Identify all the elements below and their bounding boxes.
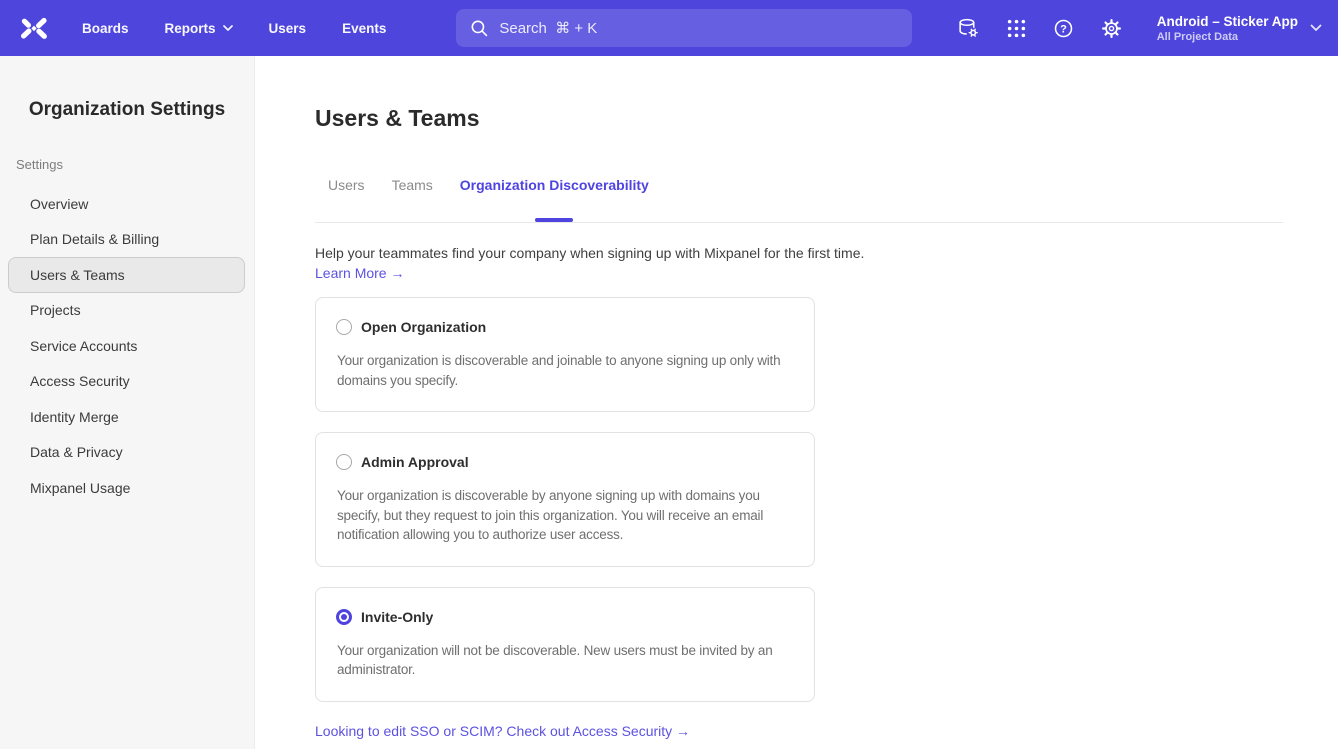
search-icon bbox=[470, 19, 489, 38]
option-label: Open Organization bbox=[361, 319, 487, 335]
nav-item-reports[interactable] bbox=[165, 21, 233, 36]
sidebar-item-plan-details-billing[interactable]: Plan Details & Billing bbox=[30, 231, 160, 248]
option-label: Admin Approval bbox=[361, 454, 469, 470]
option-description: Your organization is discoverable and joinable to anyone signing up only with domains you specify. bbox=[337, 353, 781, 388]
data-management-icon[interactable] bbox=[957, 17, 980, 40]
tab-teams[interactable]: Teams bbox=[391, 177, 433, 193]
sidebar-item-data-privacy[interactable]: Data & Privacy bbox=[30, 444, 123, 461]
option-card-open-organization[interactable] bbox=[315, 297, 815, 412]
sidebar-item-mixpanel-usage[interactable]: Mixpanel Usage bbox=[30, 479, 131, 496]
sidebar-item-projects[interactable]: Projects bbox=[30, 302, 81, 319]
project-scope: All Project Data bbox=[1156, 30, 1239, 43]
nav-item-events[interactable]: Events bbox=[342, 20, 387, 36]
access-security-link[interactable]: Looking to edit SSO or SCIM? Check out Access Security → bbox=[315, 722, 691, 739]
tab-users[interactable]: Users bbox=[328, 177, 365, 193]
option-card-invite-only[interactable] bbox=[315, 587, 815, 702]
radio-invite-only[interactable] bbox=[336, 609, 352, 625]
help-icon[interactable] bbox=[1053, 18, 1074, 39]
learn-more-link[interactable]: Learn More → bbox=[315, 265, 405, 281]
sidebar-nav bbox=[0, 186, 254, 506]
tab-organization-discoverability[interactable]: Organization Discoverability bbox=[459, 177, 649, 193]
search-input[interactable] bbox=[499, 20, 898, 37]
page-title: Users & Teams bbox=[315, 105, 480, 131]
sidebar-item-overview[interactable]: Overview bbox=[30, 195, 89, 212]
tab-bar bbox=[315, 175, 1283, 223]
search-box[interactable] bbox=[456, 9, 912, 47]
svg-text:?: ? bbox=[1059, 22, 1067, 35]
option-description: Your organization will not be discoverable. New users must be invited by an administrator. bbox=[337, 642, 773, 677]
discoverability-options bbox=[315, 297, 1283, 702]
radio-admin-approval[interactable] bbox=[336, 454, 352, 470]
sidebar-section-label: Settings bbox=[16, 157, 63, 172]
sidebar-title: Organization Settings bbox=[28, 99, 226, 120]
project-switcher[interactable] bbox=[1157, 13, 1322, 44]
nav-item-boards[interactable]: Boards bbox=[82, 20, 129, 36]
top-nav bbox=[0, 0, 1338, 56]
radio-open-organization[interactable] bbox=[336, 319, 352, 335]
option-card-admin-approval[interactable] bbox=[315, 432, 815, 567]
sidebar bbox=[0, 56, 255, 749]
option-label: Invite-Only bbox=[361, 608, 434, 625]
nav-item-reports-label: Reports bbox=[164, 20, 216, 36]
sidebar-item-users-teams[interactable]: Users & Teams bbox=[8, 257, 245, 293]
main-content bbox=[255, 56, 1338, 749]
option-description: Your organization is discoverable by anyone signing up with domains you specify, but they request to join this organization. You will receive an email notification allowing you to authorize user access. bbox=[337, 488, 764, 542]
project-name: Android – Sticker App bbox=[1156, 13, 1298, 29]
chevron-down-icon bbox=[223, 25, 233, 32]
apps-grid-icon[interactable] bbox=[1007, 19, 1026, 38]
mixpanel-logo-icon bbox=[16, 15, 52, 42]
gear-icon[interactable] bbox=[1101, 18, 1122, 39]
primary-nav bbox=[82, 21, 386, 36]
chevron-down-icon bbox=[1310, 24, 1322, 32]
sidebar-item-identity-merge[interactable]: Identity Merge bbox=[30, 408, 119, 425]
sidebar-item-access-security[interactable]: Access Security bbox=[30, 373, 130, 390]
sidebar-item-service-accounts[interactable]: Service Accounts bbox=[30, 337, 138, 354]
discoverability-intro-text: Help your teammates find your company when signing up with Mixpanel for the first time. bbox=[315, 245, 865, 261]
nav-right bbox=[957, 13, 1322, 44]
mixpanel-logo[interactable] bbox=[16, 15, 52, 42]
nav-item-users[interactable]: Users bbox=[268, 20, 307, 36]
